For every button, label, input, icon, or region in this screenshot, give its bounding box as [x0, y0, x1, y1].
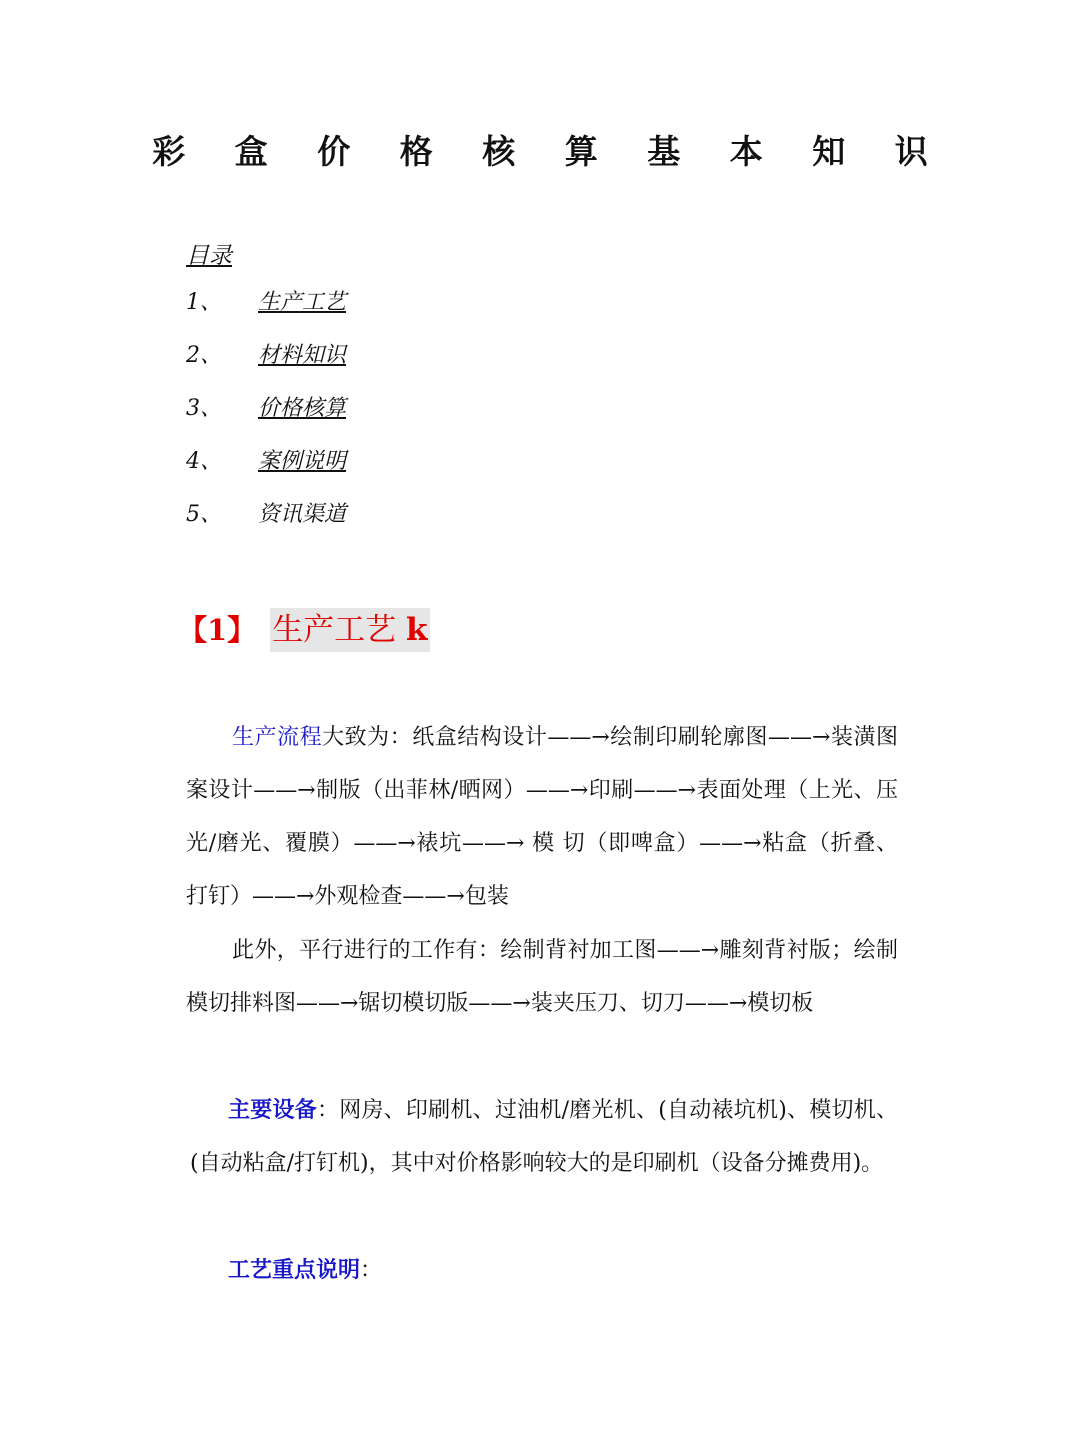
toc-heading[interactable]: 目录: [186, 243, 232, 269]
paragraph-text: 大致为：纸盒结构设计——→绘制印刷轮廓图——→装潢图案设计——→制版（出菲林/晒网）——→印刷——→表面处理（上光、压光/磨光、覆膜）——→裱坑——→ 模 切（即啤盒）——→粘盒（折叠、打钉）——→外观检查——→包装: [186, 725, 898, 909]
toc-item-2[interactable]: [186, 329, 786, 382]
keyword-process-notes: 工艺重点说明: [228, 1257, 361, 1283]
section-heading: [178, 608, 430, 652]
table-of-contents: [186, 236, 786, 541]
section-title: [270, 608, 429, 652]
document-title: 彩 盒 价 格 核 算 基 本 知 识: [152, 132, 947, 171]
paragraph-main-equipment: [190, 1084, 898, 1190]
toc-link-pricing[interactable]: 价格核算: [258, 396, 347, 421]
section-number: 【1】: [178, 613, 257, 647]
toc-item-3[interactable]: [186, 382, 786, 435]
toc-item-number: 4、: [186, 449, 222, 474]
toc-label-channels: 资讯渠道: [258, 502, 347, 527]
toc-item-5: [186, 488, 786, 541]
toc-item-1[interactable]: [186, 276, 786, 329]
paragraph-text: ：网房、印刷机、过油机/磨光机、(自动裱坑机)、模切机、(自动粘盒/打钉机)，其中对价格影响较大的是印刷机（设备分摊费用)。: [190, 1098, 898, 1176]
toc-item-number: 5、: [186, 502, 222, 527]
toc-link-production[interactable]: 生产工艺: [258, 290, 347, 315]
toc-item-number: 1、: [186, 290, 222, 315]
section-title-text: 生产工艺: [272, 612, 397, 648]
toc-item-4[interactable]: [186, 435, 786, 488]
keyword-production-flow: 生产流程: [232, 725, 323, 750]
paragraph-colon: ：: [360, 1258, 383, 1283]
paragraph-parallel-work: [186, 924, 898, 1030]
paragraph-process-notes: [228, 1244, 828, 1297]
paragraph-text: 此外，平行进行的工作有：绘制背衬加工图——→雕刻背衬版；绘制模切排料图——→锯切模切版——→装夹压刀、切刀——→模切板: [186, 938, 898, 1016]
keyword-main-equipment: 主要设备: [228, 1097, 317, 1123]
section-title-suffix: k: [406, 612, 428, 648]
toc-item-number: 3、: [186, 396, 222, 421]
paragraph-production-flow: [186, 711, 898, 923]
toc-item-number: 2、: [186, 343, 222, 368]
toc-link-cases[interactable]: 案例说明: [258, 449, 347, 474]
toc-link-materials[interactable]: 材料知识: [258, 343, 347, 368]
